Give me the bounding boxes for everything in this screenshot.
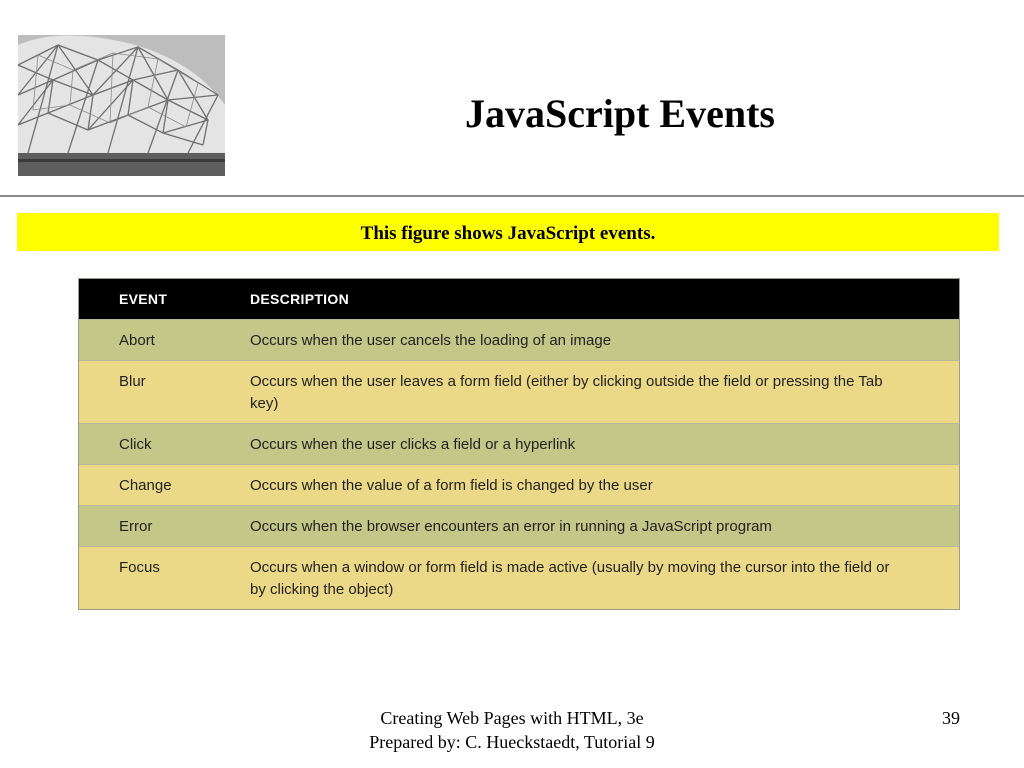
event-description: Occurs when the value of a form field is changed by the user bbox=[250, 465, 959, 506]
table-row bbox=[79, 361, 959, 424]
event-name: Focus bbox=[79, 547, 250, 610]
table-row bbox=[79, 547, 959, 610]
footer-credits bbox=[312, 706, 712, 754]
divider bbox=[0, 195, 1024, 197]
table-row bbox=[79, 506, 959, 547]
header-event: EVENT bbox=[79, 279, 250, 320]
table-row bbox=[79, 424, 959, 465]
event-name: Blur bbox=[79, 361, 250, 424]
figure-caption: This figure shows JavaScript events. bbox=[17, 213, 999, 251]
page-title: JavaScript Events bbox=[465, 91, 775, 136]
page-number: 39 bbox=[942, 708, 960, 728]
event-name: Abort bbox=[79, 320, 250, 361]
footer-author: Prepared by: C. Hueckstaedt, Tutorial 9 bbox=[369, 732, 655, 752]
events-table bbox=[79, 279, 959, 609]
footer-course-title: Creating Web Pages with HTML, 3e bbox=[380, 708, 644, 728]
table-header-row bbox=[79, 279, 959, 320]
event-name: Change bbox=[79, 465, 250, 506]
event-description: Occurs when a window or form field is made active (usually by moving the cursor into the field or by clicking the object) bbox=[250, 547, 959, 610]
event-description: Occurs when the user clicks a field or a hyperlink bbox=[250, 424, 959, 465]
event-description: Occurs when the user leaves a form field (either by clicking outside the field or pressing the Tab key) bbox=[250, 361, 959, 424]
event-description: Occurs when the user cancels the loading of an image bbox=[250, 320, 959, 361]
event-description: Occurs when the browser encounters an error in running a JavaScript program bbox=[250, 506, 959, 547]
geodesic-dome-photo-icon bbox=[18, 35, 225, 176]
header-description: DESCRIPTION bbox=[250, 279, 959, 320]
table-row bbox=[79, 465, 959, 506]
table-row bbox=[79, 320, 959, 361]
event-name: Click bbox=[79, 424, 250, 465]
event-name: Error bbox=[79, 506, 250, 547]
